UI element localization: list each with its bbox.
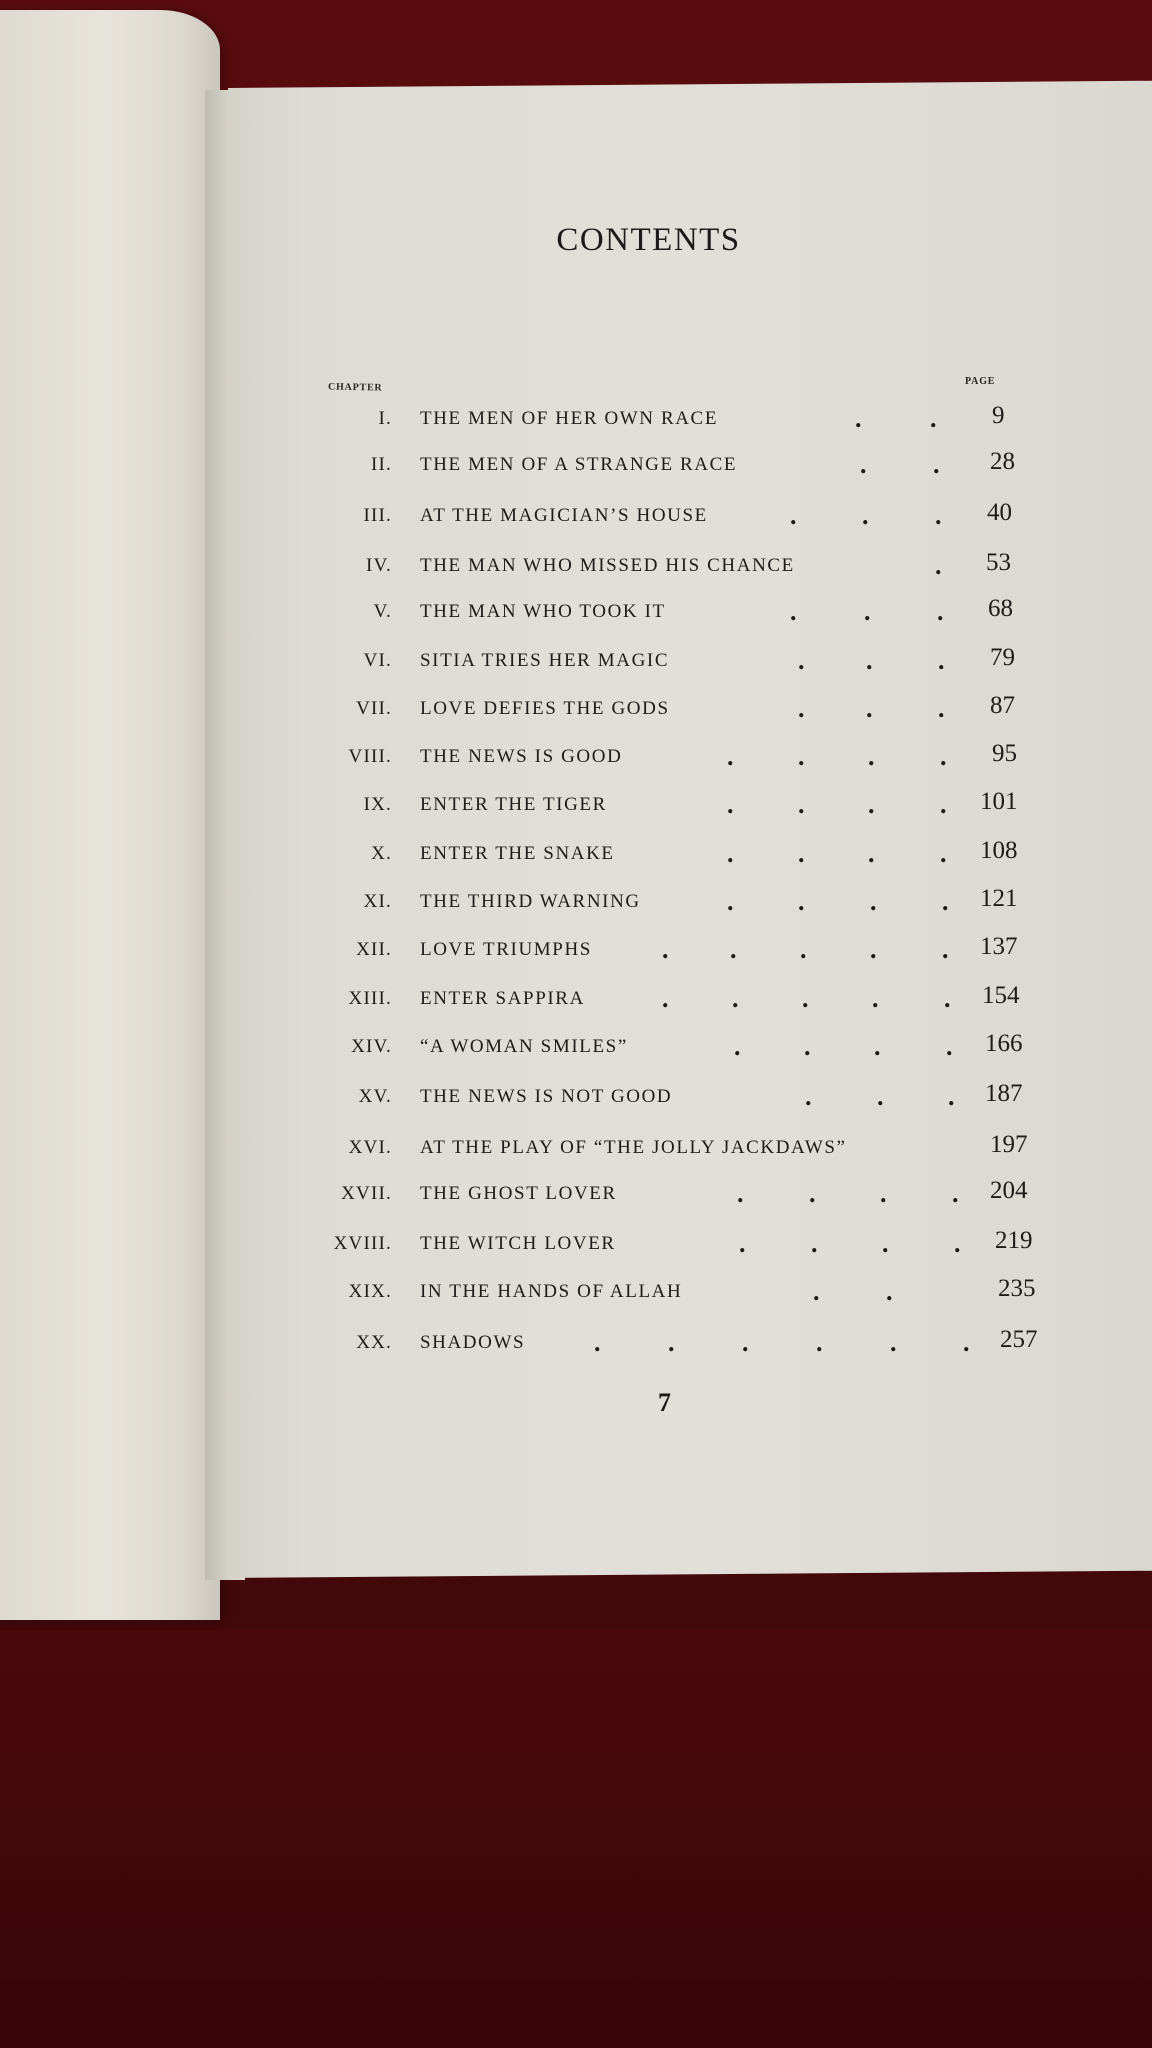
toc-entry: [0, 549, 1152, 589]
page-number: 108: [980, 836, 1018, 864]
chapter-numeral: XIV.: [351, 1035, 392, 1057]
leader-dot: .: [855, 404, 862, 433]
leader-dot: .: [930, 404, 937, 433]
chapter-numeral: VIII.: [348, 746, 392, 768]
chapter-title: THE GHOST LOVER: [420, 1182, 617, 1204]
leader-dot: .: [886, 1277, 893, 1307]
chapter-numeral: XVII.: [341, 1182, 392, 1204]
leader-dot: .: [798, 645, 805, 675]
page-column-label: PAGE: [965, 376, 996, 387]
toc-entry: [0, 644, 1152, 684]
leader-dot: .: [868, 790, 875, 820]
chapter-numeral: IX.: [363, 794, 392, 816]
page-number: 53: [986, 548, 1011, 576]
page-number: 257: [1000, 1325, 1038, 1353]
toc-entry: [0, 740, 1152, 780]
toc-entry: [0, 499, 1152, 539]
leader-dot: .: [860, 450, 867, 480]
page-number: 87: [990, 691, 1015, 719]
page-number: 79: [990, 643, 1015, 671]
chapter-title: THE THIRD WARNING: [420, 891, 641, 912]
chapter-numeral: X.: [371, 842, 392, 864]
toc-entry: [0, 402, 1152, 442]
leader-dot: .: [798, 693, 805, 723]
toc-entry: [0, 448, 1152, 488]
leader-dot: .: [935, 500, 942, 530]
toc-entry: [0, 788, 1152, 828]
leader-dot: .: [809, 1178, 816, 1208]
page-number: 121: [980, 885, 1018, 912]
chapter-numeral: XV.: [358, 1086, 392, 1108]
leader-dot: .: [872, 983, 879, 1013]
chapter-title: LOVE DEFIES THE GODS: [420, 697, 670, 719]
chapter-numeral: XVIII.: [333, 1233, 392, 1255]
leader-dot: .: [737, 1178, 744, 1208]
leader-dot: .: [874, 1031, 881, 1061]
page-number: 197: [990, 1130, 1028, 1158]
leader-dot: .: [946, 1031, 953, 1061]
toc-entry: [0, 692, 1152, 732]
chapter-numeral: VI.: [363, 649, 392, 671]
page-number: 235: [998, 1275, 1036, 1303]
leader-dot: .: [880, 1178, 887, 1208]
chapter-numeral: XII.: [356, 939, 392, 961]
chapter-title: “A WOMAN SMILES”: [420, 1035, 628, 1057]
leader-dot: .: [933, 450, 940, 480]
chapter-numeral: XI.: [363, 891, 392, 912]
leader-dot: .: [868, 742, 875, 772]
leader-dot: .: [800, 935, 807, 965]
leader-dot: .: [952, 1178, 959, 1208]
leader-dot: .: [790, 500, 797, 530]
toc-entry: [0, 1131, 1152, 1171]
chapter-title: AT THE PLAY OF “THE JOLLY JACKDAWS”: [420, 1136, 847, 1158]
leader-dot: .: [942, 935, 949, 965]
leader-dot: .: [732, 983, 739, 1013]
leader-dot: .: [798, 742, 805, 772]
leader-dot: .: [868, 838, 875, 868]
leader-dot: .: [662, 935, 669, 965]
toc-entry: [0, 885, 1152, 925]
page-number: 187: [985, 1080, 1023, 1108]
chapter-numeral: III.: [363, 504, 392, 526]
leader-dot: .: [739, 1229, 746, 1259]
leader-dot: .: [940, 790, 947, 820]
page-number: 101: [980, 788, 1018, 816]
leader-dot: .: [935, 550, 942, 580]
leader-dot: .: [727, 887, 734, 916]
toc-entry: [0, 1177, 1152, 1217]
toc-entry: [0, 982, 1152, 1022]
chapter-column-label: CHAPTER: [327, 381, 383, 394]
leader-dot: .: [882, 1229, 889, 1259]
leader-dot: .: [798, 887, 805, 916]
chapter-title: IN THE HANDS OF ALLAH: [420, 1281, 683, 1303]
leader-dot: .: [727, 742, 734, 772]
leader-dot: .: [940, 838, 947, 868]
leader-dot: .: [730, 935, 737, 965]
page-number: 137: [980, 933, 1018, 961]
toc-entry: [0, 1275, 1152, 1315]
chapter-title: THE NEWS IS NOT GOOD: [420, 1086, 673, 1108]
leader-dot: .: [942, 887, 949, 916]
leader-dot: .: [944, 983, 951, 1013]
toc-entry: [0, 1326, 1152, 1366]
leader-dot: .: [877, 1082, 884, 1112]
page-number: 166: [985, 1029, 1023, 1057]
leader-dot: .: [938, 693, 945, 723]
chapter-title: THE MAN WHO TOOK IT: [420, 601, 666, 623]
chapter-numeral: I.: [378, 408, 392, 429]
leader-dot: .: [937, 597, 944, 627]
toc-entry: [0, 1227, 1152, 1267]
leader-dot: .: [866, 645, 873, 675]
chapter-numeral: XIII.: [348, 987, 392, 1009]
leader-dot: .: [798, 838, 805, 868]
leader-dot: .: [727, 838, 734, 868]
chapter-title: THE MEN OF A STRANGE RACE: [420, 454, 738, 476]
leader-dot: .: [870, 887, 877, 916]
leader-dot: .: [727, 790, 734, 820]
chapter-numeral: XX.: [356, 1331, 392, 1353]
leader-dot: .: [938, 645, 945, 675]
page-number: 95: [992, 740, 1017, 768]
chapter-numeral: XIX.: [348, 1281, 392, 1303]
page-number: 28: [990, 448, 1015, 476]
chapter-title: THE NEWS IS GOOD: [420, 746, 623, 768]
leader-dot: .: [668, 1327, 675, 1357]
chapter-title: THE WITCH LOVER: [420, 1233, 616, 1255]
page-number: 9: [992, 402, 1005, 429]
chapter-title: SITIA TRIES HER MAGIC: [420, 649, 670, 671]
page-number: 219: [995, 1227, 1033, 1255]
leader-dot: .: [948, 1082, 955, 1112]
chapter-title: ENTER THE TIGER: [420, 794, 607, 816]
leader-dot: .: [890, 1327, 897, 1357]
toc-entry: [0, 933, 1152, 973]
chapter-numeral: XVI.: [348, 1136, 392, 1158]
chapter-title: SHADOWS: [420, 1331, 526, 1353]
leader-dot: .: [742, 1327, 749, 1357]
chapter-numeral: II.: [370, 454, 392, 476]
chapter-title: ENTER SAPPIRA: [420, 987, 585, 1009]
chapter-title: LOVE TRIUMPHS: [420, 939, 592, 961]
leader-dot: .: [864, 597, 871, 627]
chapter-numeral: IV.: [366, 554, 392, 576]
leader-dot: .: [594, 1327, 601, 1357]
page-number: 154: [982, 981, 1020, 1009]
toc-entry: [0, 1030, 1152, 1070]
chapter-numeral: VII.: [356, 697, 392, 719]
leader-dot: .: [813, 1277, 820, 1307]
leader-dot: .: [870, 935, 877, 965]
chapter-title: THE MEN OF HER OWN RACE: [420, 408, 719, 429]
chapter-numeral: V.: [373, 601, 392, 623]
leader-dot: .: [862, 500, 869, 530]
leader-dot: .: [866, 693, 873, 723]
toc-entry: [0, 837, 1152, 877]
page-folio: 7: [658, 1388, 671, 1417]
page-number: 40: [987, 498, 1012, 526]
leader-dot: .: [940, 742, 947, 772]
chapter-title: THE MAN WHO MISSED HIS CHANCE: [420, 554, 795, 576]
leader-dot: .: [802, 983, 809, 1013]
contents-heading: CONTENTS: [556, 222, 741, 258]
toc-entry: [0, 595, 1152, 635]
leader-dot: .: [790, 597, 797, 627]
chapter-title: ENTER THE SNAKE: [420, 842, 615, 864]
chapter-title: AT THE MAGICIAN’S HOUSE: [420, 504, 708, 526]
page-number: 204: [990, 1176, 1028, 1204]
leader-dot: .: [954, 1229, 961, 1259]
leader-dot: .: [798, 790, 805, 820]
leader-dot: .: [804, 1031, 811, 1061]
leader-dot: .: [805, 1082, 812, 1112]
leader-dot: .: [963, 1327, 970, 1357]
page-number: 68: [988, 595, 1013, 623]
toc-entry: [0, 1080, 1152, 1120]
leader-dot: .: [811, 1229, 818, 1259]
leader-dot: .: [662, 983, 669, 1013]
leader-dot: .: [816, 1327, 823, 1357]
leader-dot: .: [734, 1031, 741, 1061]
